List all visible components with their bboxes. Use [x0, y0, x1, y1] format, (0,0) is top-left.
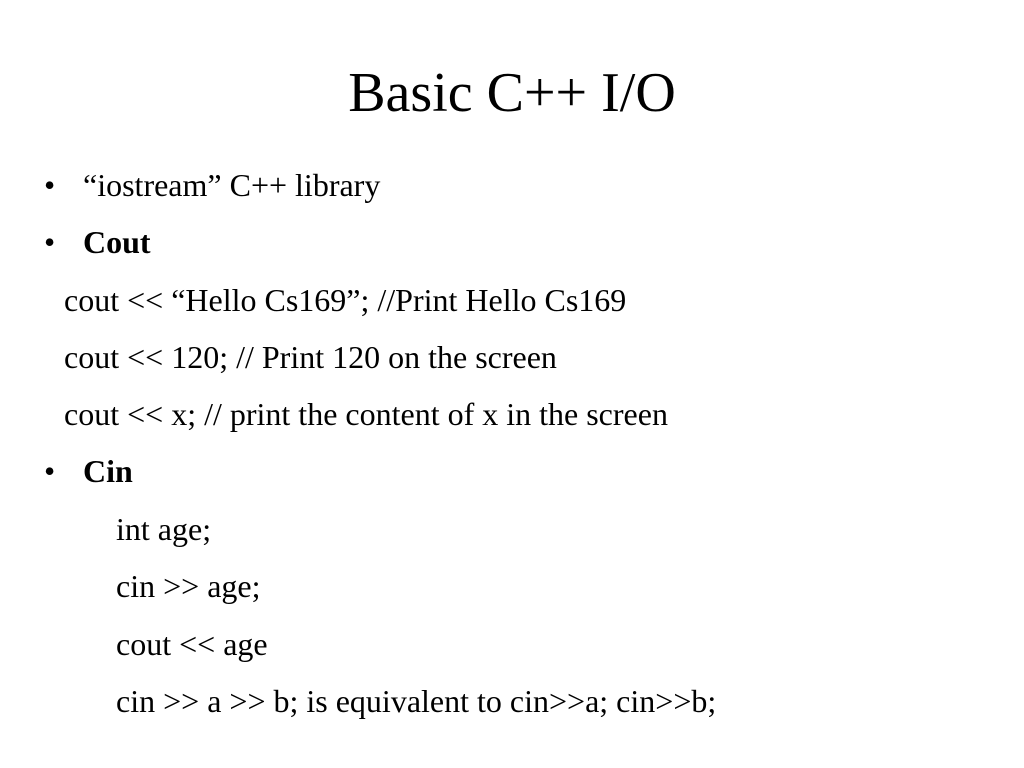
code-line-cin-1: int age; — [116, 511, 212, 547]
code-line-cout-1: cout << “Hello Cs169”; //Print Hello Cs169 — [64, 282, 627, 318]
code-line-cout-3: cout << x; // print the content of x in the screen — [64, 396, 668, 432]
slide-title: Basic C++ I/O — [348, 62, 676, 124]
code-line-cin-3: cout << age — [116, 626, 268, 662]
code-line-cout-2: cout << 120; // Print 120 on the screen — [64, 339, 557, 375]
bullet-iostream: “iostream” C++ library — [83, 167, 381, 203]
bullet-marker: • — [44, 453, 56, 489]
bullet-marker: • — [44, 224, 56, 260]
code-line-cin-4: cin >> a >> b; is equivalent to cin>>a; cin>>b; — [116, 683, 717, 719]
bullet-cin-heading: Cin — [83, 453, 133, 489]
code-line-cin-2: cin >> age; — [116, 568, 261, 604]
bullet-marker: • — [44, 167, 56, 203]
bullet-cout-heading: Cout — [83, 224, 151, 260]
